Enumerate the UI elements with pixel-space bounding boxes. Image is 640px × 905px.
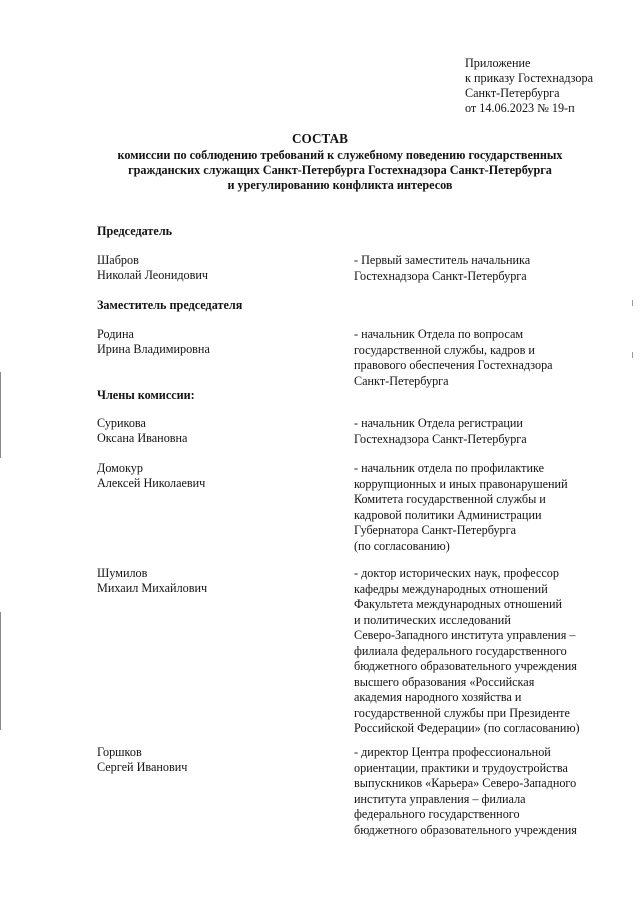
role-line: кафедры международных отношений (354, 581, 548, 596)
role-line: бюджетного образовательного учреждения (354, 822, 577, 837)
role-line: ориентации, практики и трудоустройства (354, 760, 568, 775)
role-line: - начальник отдела по профилактике (354, 461, 545, 475)
role-line: - начальник Отдела по вопросам (354, 327, 524, 341)
role-line: Губернатора Санкт-Петербурга (354, 523, 517, 537)
role-line: высшего образования «Российская (354, 674, 535, 689)
given-names: Михаил Михайлович (97, 581, 208, 595)
given-names: Алексей Николаевич (97, 476, 206, 490)
role-line: бюджетного образовательного учреждения (354, 659, 577, 673)
role-line: Комитета государственной службы и (354, 492, 546, 506)
member-role (354, 416, 614, 447)
member-role (354, 253, 614, 284)
role-line: филиала федерального государственного (354, 643, 567, 658)
role-line: коррупционных и иных правонарушений (354, 476, 568, 491)
role-line: Факультета международных отношений (354, 597, 563, 611)
role-line: государственной службы, кадров и (354, 342, 535, 357)
member-name (97, 566, 317, 596)
surname: Сурикова (97, 416, 146, 430)
role-line: и политических исследований (354, 612, 511, 627)
member-name (97, 461, 317, 491)
role-line: государственной службы при Президенте (354, 705, 570, 720)
role-line: Российской Федерации» (по согласованию) (354, 721, 580, 735)
role-line: (по согласованию) (354, 538, 450, 553)
role-line: выпускников «Карьера» Северо-Западного (354, 776, 577, 790)
document-subtitle (40, 148, 640, 193)
role-line: - Первый заместитель начальника (354, 253, 531, 267)
role-line: академия народного хозяйства и (354, 690, 522, 704)
surname: Шабров (97, 253, 139, 267)
deputy-heading: Заместитель председателя (97, 298, 243, 312)
given-names: Оксана Ивановна (97, 431, 188, 445)
member-role (354, 327, 614, 389)
member-role (354, 745, 614, 838)
role-line: кадровой политики Администрации (354, 507, 542, 522)
member-name (97, 416, 317, 446)
surname: Горшков (97, 745, 142, 759)
role-line: Санкт-Петербурга (354, 373, 449, 388)
given-names: Сергей Иванович (97, 760, 188, 774)
subtitle-line: гражданских служащих Санкт-Петербурга Гостехнадзора Санкт-Петербурга (128, 163, 552, 177)
approval-line: Приложение (465, 56, 531, 70)
member-name (97, 253, 317, 283)
role-line: - доктор исторических наук, профессор (354, 566, 559, 580)
subtitle-line: комиссии по соблюдению требований к служебному поведению государственных (117, 148, 563, 162)
given-names: Ирина Владимировна (97, 342, 210, 356)
role-line: Гостехнадзора Санкт-Петербурга (354, 268, 527, 283)
role-line: федерального государственного (354, 807, 520, 821)
scan-edge-mark (0, 372, 1, 458)
scan-edge-mark (0, 612, 1, 730)
scan-edge-tick (632, 300, 633, 306)
given-names: Николай Леонидович (97, 268, 209, 282)
role-line: Гостехнадзора Санкт-Петербурга (354, 431, 527, 446)
member-role (354, 566, 614, 737)
approval-stamp (465, 56, 593, 116)
members-heading: Члены комиссии: (97, 388, 195, 402)
role-line: правового обеспечения Гостехнадзора (354, 358, 553, 372)
approval-line: Санкт-Петербурга (465, 86, 560, 100)
subtitle-line: и урегулированию конфликта интересов (227, 178, 453, 192)
member-role (354, 461, 614, 554)
chair-heading: Председатель (97, 224, 173, 238)
role-line: - начальник Отдела регистрации (354, 416, 523, 430)
role-line: института управления – филиала (354, 791, 526, 806)
approval-line: к приказу Гостехнадзора (465, 71, 594, 85)
role-line: Северо-Западного института управления – (354, 628, 576, 642)
surname: Домокур (97, 461, 143, 475)
role-line: - директор Центра профессиональной (354, 745, 551, 759)
member-name (97, 745, 317, 775)
scan-edge-tick (632, 352, 633, 358)
approval-line: от 14.06.2023 № 19-п (465, 101, 575, 115)
surname: Родина (97, 327, 134, 341)
document-title: СОСТАВ (292, 131, 348, 146)
surname: Шумилов (97, 566, 148, 580)
member-name (97, 327, 317, 357)
